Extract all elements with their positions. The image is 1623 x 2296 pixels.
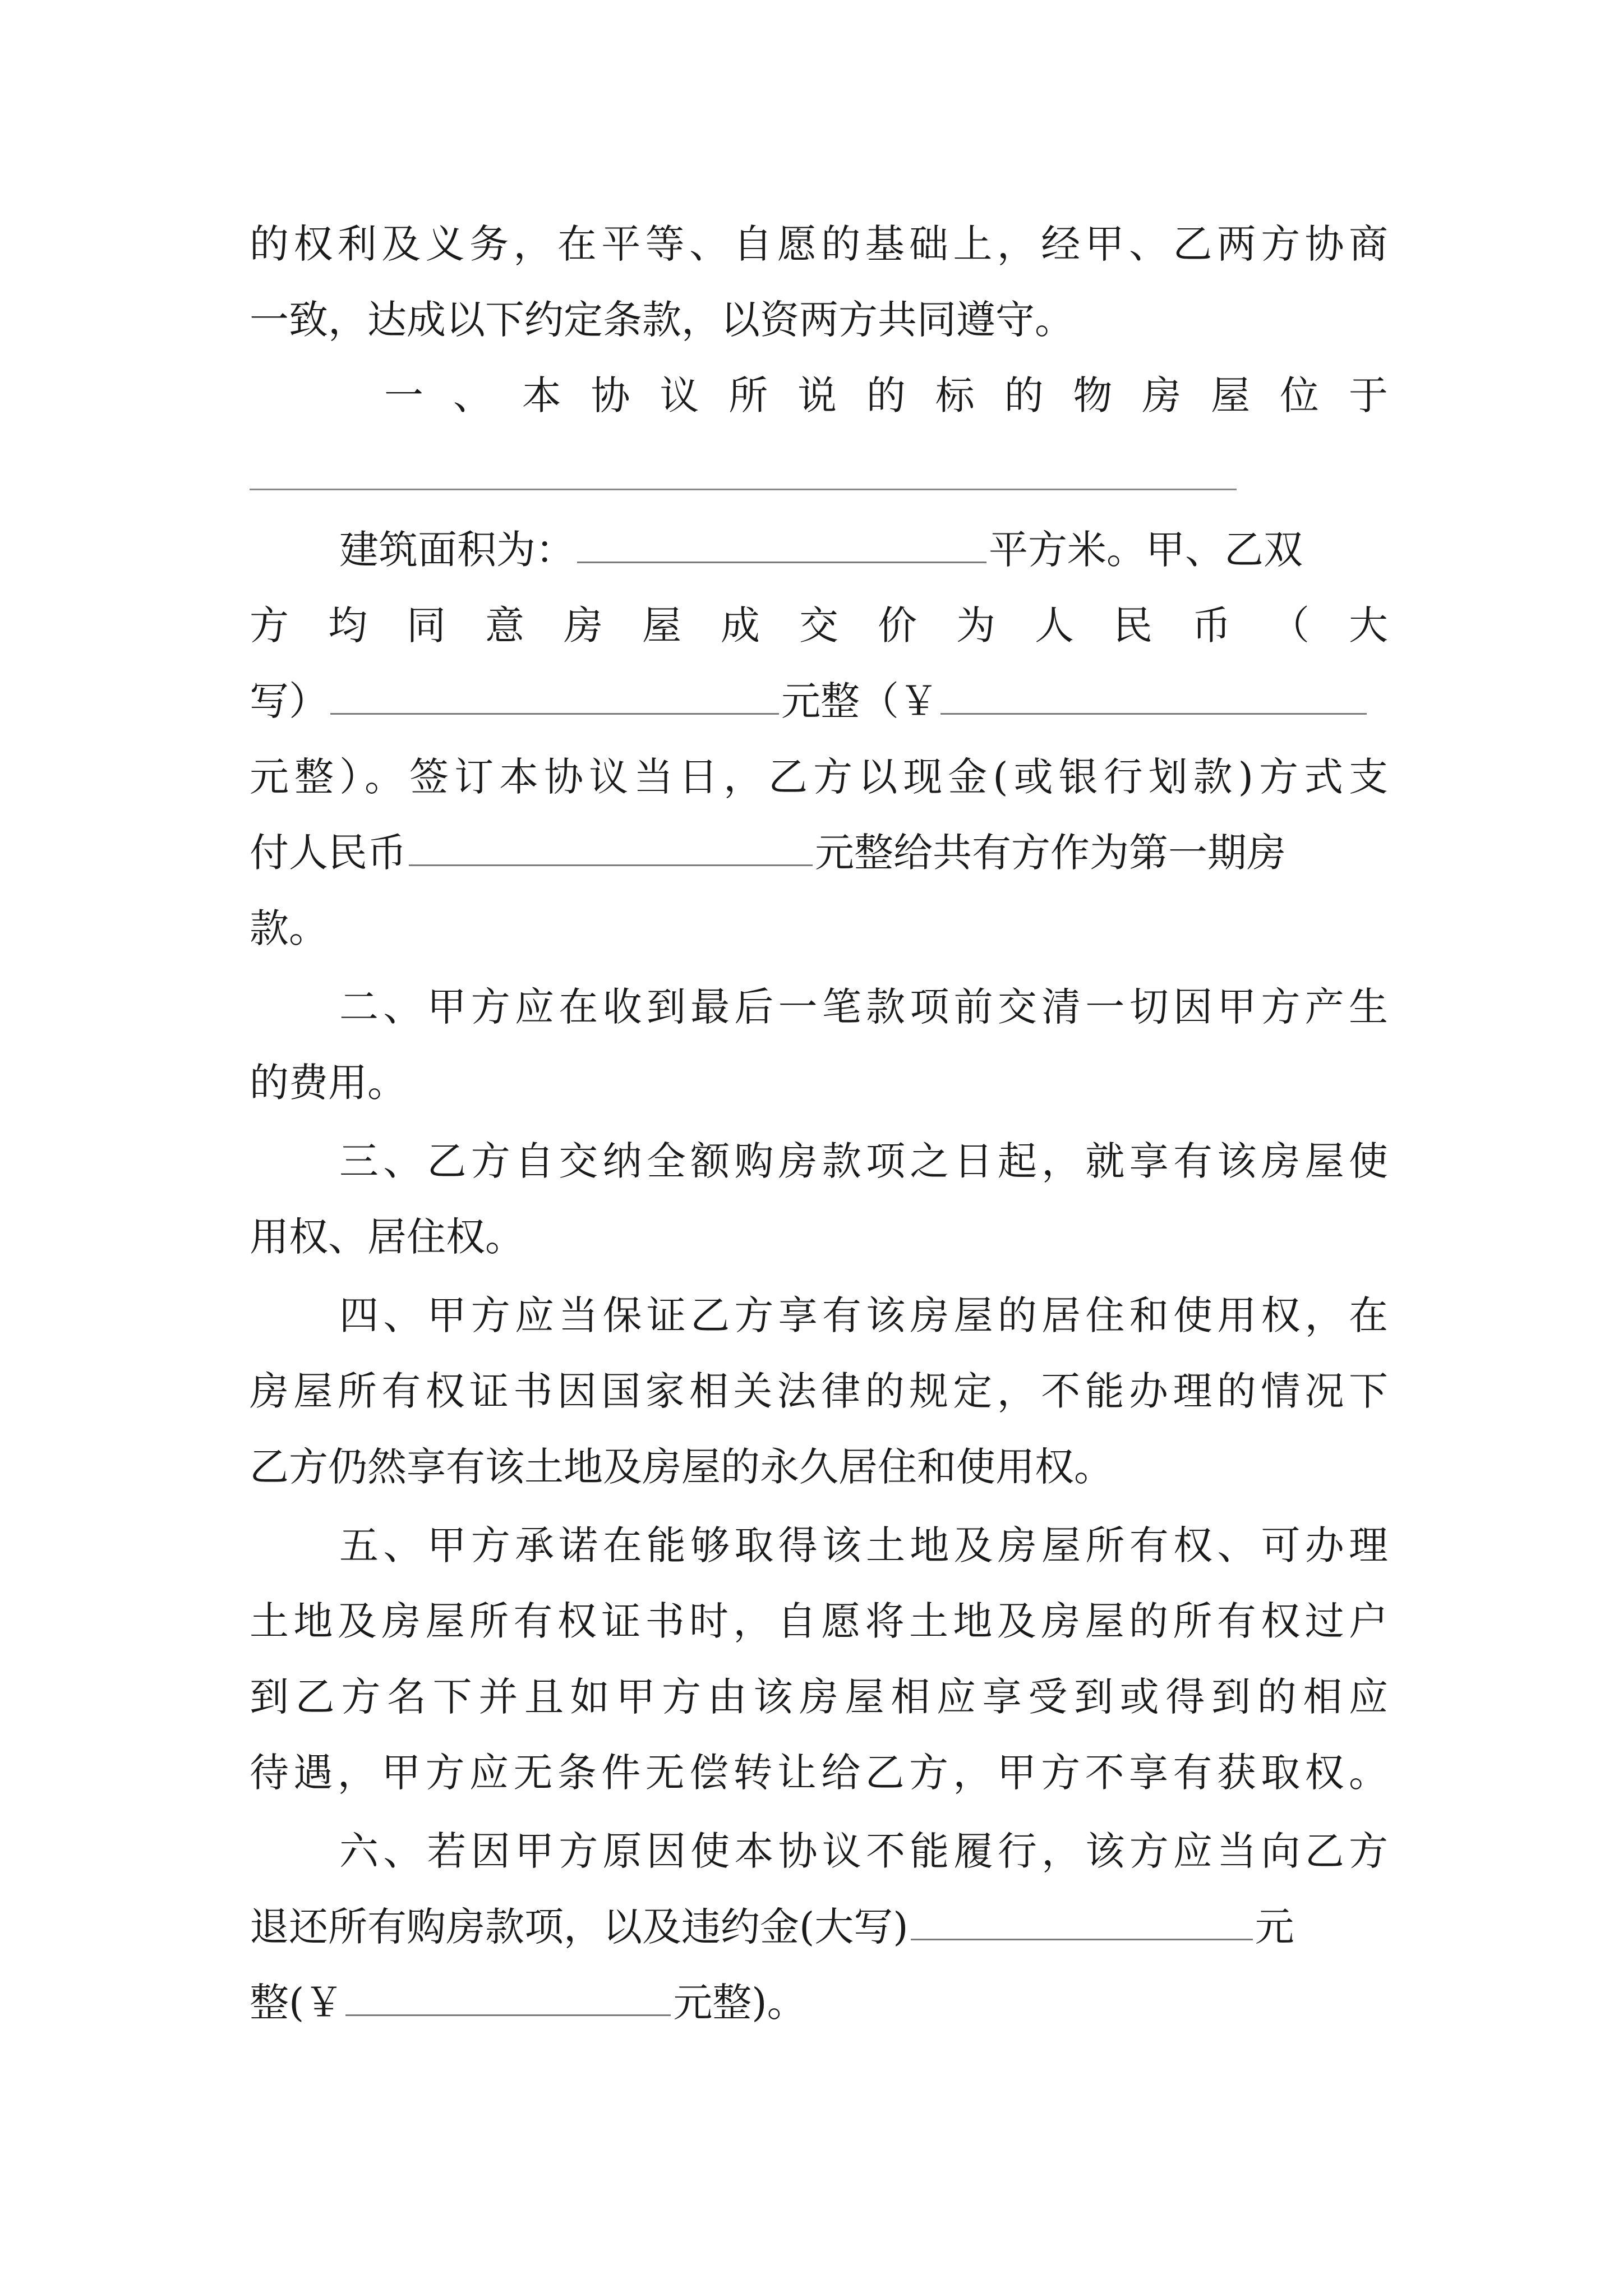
area-blank	[577, 522, 986, 563]
paragraph-line: 款。	[250, 905, 328, 951]
paragraph-line: 四、甲方应当保证乙方享有该房屋的居住和使用权，在	[339, 1292, 1388, 1338]
penalty-number-blank	[345, 1975, 671, 2016]
paragraph-line: 土地及房屋所有权证书时，自愿将土地及房屋的所有权过户	[250, 1598, 1388, 1644]
paragraph-line: 六、若因甲方原因使本协议不能履行，该方应当向乙方	[339, 1828, 1388, 1874]
paragraph-line: 房屋所有权证书因国家相关法律的规定，不能办理的情况下	[250, 1368, 1388, 1414]
paragraph-line: 一致，达成以下约定条款，以资两方共同遵守。	[250, 297, 1074, 343]
paragraph-line: 二、甲方应在收到最后一笔款项前交清一切因甲方产生	[339, 984, 1388, 1030]
paragraph-line: 三、乙方自交纳全额购房款项之日起，就享有该房屋使	[339, 1138, 1388, 1184]
penalty-capital-blank	[911, 1899, 1253, 1940]
paragraph-line: 元整）。签订本协议当日，乙方以现金(或银行划款)方式支	[250, 754, 1388, 800]
document-page	[250, 0, 1388, 2296]
first-payment-blank	[409, 825, 813, 866]
price-number-blank	[940, 674, 1367, 715]
paragraph-line: 的权利及义务，在平等、自愿的基础上，经甲、乙两方协商	[250, 221, 1388, 267]
price-capital-line: 写） 元整（￥	[250, 673, 1388, 729]
paragraph-line: 用权、居住权。	[250, 1214, 524, 1260]
paragraph-line: 五、甲方承诺在能够取得该土地及房屋所有权、可办理	[339, 1522, 1388, 1568]
location-blank-line	[250, 489, 1237, 490]
paragraph-line: 的费用。	[250, 1060, 407, 1106]
paragraph-line: 待遇，甲方应无条件无偿转让给乙方，甲方不享有获取权。	[250, 1750, 1388, 1796]
article-1-spread-line: 一 、 本 协 议 所 说 的 标 的 物 房 屋 位 于	[384, 372, 1388, 418]
penalty-capital-line: 退还所有购房款项，以及违约金(大写) 元	[250, 1899, 1388, 1955]
price-spread-line: 方 均 同 意 房 屋 成 交 价 为 人 民 币 （ 大	[250, 602, 1388, 648]
penalty-number-line: 整(￥ 元整)。	[250, 1975, 1388, 2031]
price-capital-blank	[330, 674, 779, 715]
area-line: 建筑面积为： 平方米。甲、乙双	[250, 522, 1388, 578]
first-payment-line: 付人民币 元整给共有方作为第一期房	[250, 825, 1388, 881]
paragraph-line: 到乙方名下并且如甲方由该房屋相应享受到或得到的相应	[250, 1674, 1388, 1720]
paragraph-line: 乙方仍然享有该土地及房屋的永久居住和使用权。	[250, 1444, 1113, 1490]
